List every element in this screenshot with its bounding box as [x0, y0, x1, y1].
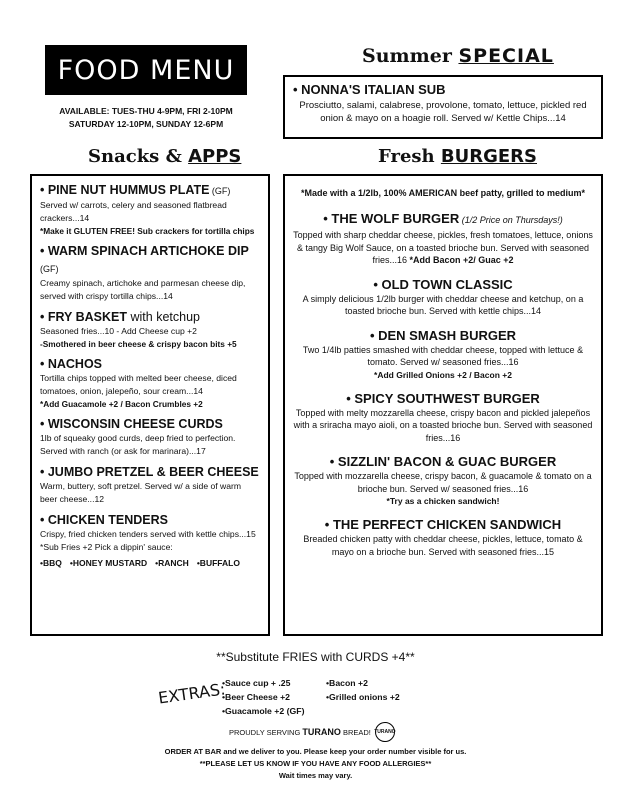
summer-item-desc: Prosciutto, salami, calabrese, provolone, tomato, lettuce, pickled red onion & mayo on a hoagie roll. Served w/ Kettle Chips...14: [299, 100, 587, 124]
extra-item: •Bacon +2: [326, 678, 368, 688]
footer-line-1: ORDER AT BAR and we deliver to you. Please keep your order number visible for us.: [164, 747, 467, 756]
burger-tag: (1/2 Price on Thursdays!): [459, 215, 563, 225]
burgers-head-big: BURGERS: [440, 146, 537, 167]
snack-desc: 1lb of squeaky good curds, deep fried to perfection. Served with ranch (or ask for marinara)...17: [40, 433, 236, 456]
dip-sauce: •BBQ: [40, 558, 62, 568]
snack-title: • NACHOS: [40, 357, 103, 371]
summer-head-big: SPECIAL: [458, 45, 554, 67]
burger-note: *Add Grilled Onions +2 / Bacon +2: [374, 369, 512, 380]
proud-brand: TURANO: [302, 727, 341, 737]
dip-sauce-list: [40, 558, 260, 568]
extra-item: •Guacamole +2 (GF): [222, 706, 305, 716]
extra-item: •Beer Cheese +2: [222, 692, 290, 702]
burger-title: • THE WOLF BURGER: [323, 211, 460, 226]
dip-sauce: •BUFFALO: [196, 558, 240, 568]
snacks-heading: [88, 146, 241, 167]
snack-item: [40, 416, 260, 458]
footer-line-3: Wait times may vary.: [278, 771, 353, 780]
burgers-intro: *Made with a 1/2lb, 100% AMERICAN beef patty, grilled to medium*: [300, 188, 586, 198]
extra-item: •Grilled onions +2: [326, 692, 400, 702]
snack-desc: Served w/ carrots, celery and seasoned flatbread crackers...14: [40, 200, 227, 223]
snack-desc: Tortilla chips topped with melted beer cheese, diced tomatoes, onion, jalepeño, sour cream...14: [40, 373, 237, 396]
footer: [0, 746, 631, 782]
snack-note: -Smothered in beer cheese & crispy bacon bits +5: [40, 339, 237, 349]
turano-logo: TURANO: [375, 722, 395, 742]
snack-item: [40, 243, 260, 303]
burger-title: • OLD TOWN CLASSIC: [373, 276, 513, 292]
snack-note: *Make it GLUTEN FREE! Sub crackers for tortilla chips: [40, 226, 255, 236]
burger-note: *Try as a chicken sandwich!: [386, 496, 500, 506]
snack-desc: Creamy spinach, artichoke and parmesan cheese dip, served with crispy tortilla chips...14: [40, 278, 246, 301]
hours-line-2: SATURDAY 12-10PM, SUNDAY 12-6PM: [68, 119, 224, 129]
snack-title: • WARM SPINACH ARTICHOKE DIP: [40, 244, 249, 258]
summer-special-box: [283, 75, 603, 139]
footer-line-2: **PLEASE LET US KNOW IF YOU HAVE ANY FOOD ALLERGIES**: [199, 759, 432, 768]
snack-title: • FRY BASKET: [40, 310, 128, 324]
burger-title: • THE PERFECT CHICKEN SANDWICH: [324, 517, 562, 532]
menu-title: FOOD MENU: [45, 45, 247, 95]
snack-desc: Seasoned fries...10 - Add Cheese cup +2: [40, 326, 197, 336]
proudly-serving: [229, 722, 395, 742]
snack-title: • PINE NUT HUMMUS PLATE: [40, 183, 210, 197]
extras-label: EXTRAS:: [157, 679, 227, 708]
burger-title: • SPICY SOUTHWEST BURGER: [346, 390, 540, 406]
snack-tag: with ketchup: [127, 310, 200, 324]
burger-item: [293, 516, 593, 558]
burger-item: [293, 453, 593, 507]
burger-note: *Add Bacon +2/ Guac +2: [406, 255, 514, 265]
extra-item: •Sauce cup + .25: [222, 678, 291, 688]
snack-tag: (GF): [40, 264, 59, 274]
burgers-box: [283, 174, 603, 636]
summer-item-title: • NONNA'S ITALIAN SUB: [293, 82, 446, 97]
snack-title: • CHICKEN TENDERS: [40, 513, 168, 527]
burger-item: [293, 276, 593, 318]
burger-item: [293, 390, 593, 445]
snack-desc: Crispy, fried chicken tenders served with kettle chips...15 *Sub Fries +2 Pick a dippin' sauce:: [40, 529, 256, 552]
snack-title: • WISCONSIN CHEESE CURDS: [40, 417, 223, 431]
proud-suffix: BREAD!: [340, 728, 371, 737]
snack-desc: Warm, buttery, soft pretzel. Served w/ a side of warm beer cheese...12: [40, 481, 242, 504]
burger-desc: Two 1/4lb patties smashed with cheddar cheese, topped with lettuce & tomato. Served w/ seasoned fries...16: [302, 344, 584, 367]
burger-desc: Topped with mozzarella cheese, crispy bacon, & guacamole & tomato on a brioche bun. Served w/ seasoned fries...16: [294, 471, 592, 494]
burger-title: • SIZZLIN' BACON & GUAC BURGER: [329, 454, 557, 469]
burger-desc: A simply delicious 1/2lb burger with cheddar cheese and ketchup, on a toasted brioche bun. Served with kettle chips...14: [302, 293, 584, 316]
summer-special-heading: [362, 45, 554, 67]
hours-line-1: AVAILABLE: TUES-THU 4-9PM, FRI 2-10PM: [59, 106, 233, 116]
dip-sauce: •HONEY MUSTARD: [69, 558, 148, 568]
burgers-head-script: Fresh: [378, 146, 441, 167]
burger-desc: Topped with melty mozzarella cheese, crispy bacon and pickled jalepeños with a sriracha mayo aioli, on a toasted brioche bun. Served with seasoned fries...16: [293, 407, 593, 443]
snack-note: *Add Guacamole +2 / Bacon Crumbles +2: [40, 399, 203, 409]
snack-item: [40, 309, 260, 350]
hours: [40, 105, 252, 131]
proud-text: PROUDLY SERVING: [229, 728, 303, 737]
summer-head-script: Summer: [362, 45, 459, 67]
burger-item: [293, 210, 593, 267]
dip-sauce: •RANCH: [155, 558, 189, 568]
burger-desc: Topped with sharp cheddar cheese, pickles, fresh tomatoes, lettuce, onions & tangy Big Wolf Sauce, on a toasted brioche bun. Served with seasoned fries...16: [293, 230, 593, 265]
snack-title: • JUMBO PRETZEL & BEER CHEESE: [40, 465, 259, 479]
snack-item: [40, 182, 260, 237]
snacks-box: [30, 174, 270, 636]
burgers-heading: [378, 146, 537, 167]
burger-title: • DEN SMASH BURGER: [369, 327, 517, 343]
snack-tag: (GF): [209, 186, 231, 196]
snack-item: [40, 464, 260, 506]
snack-item: [40, 512, 260, 568]
substitute-note: **Substitute FRIES with CURDS +4**: [216, 650, 415, 664]
snacks-head-big: APPS: [188, 146, 242, 167]
snack-item: [40, 356, 260, 410]
burger-item: [293, 327, 593, 381]
burger-desc: Breaded chicken patty with cheddar cheese, pickles, lettuce, tomato & mayo on a brioche bun. Served with seasoned fries...15: [303, 534, 583, 557]
extras-list: [222, 676, 430, 718]
snacks-head-script: Snacks &: [88, 146, 189, 167]
